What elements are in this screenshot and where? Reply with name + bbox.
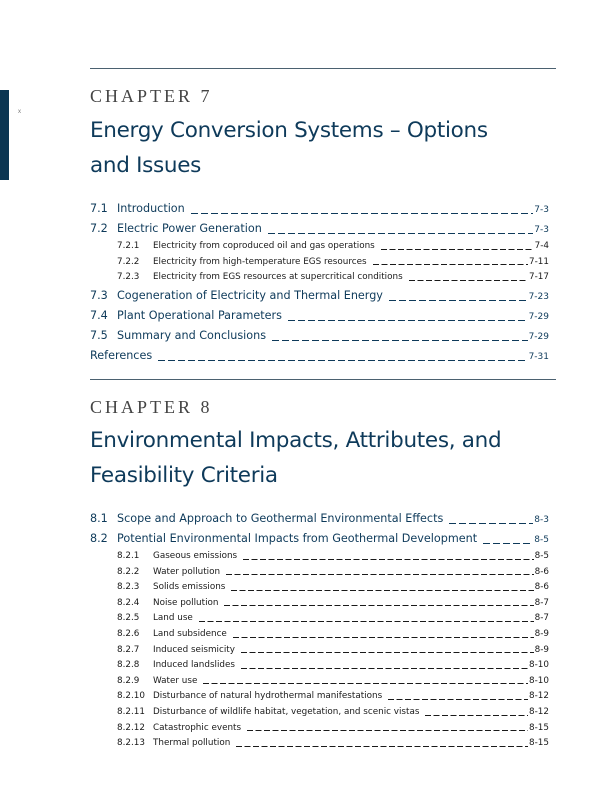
page-number: 7-3 — [534, 205, 549, 215]
toc-entry[interactable] — [90, 529, 549, 549]
section-title: Electricity from high-temperature EGS resources — [153, 256, 367, 267]
divider-rule — [90, 379, 556, 380]
dot-leader — [199, 621, 534, 622]
page-number: 8-5 — [534, 551, 549, 561]
page-number: 8-5 — [534, 535, 549, 545]
section-title: Electric Power Generation — [117, 222, 262, 235]
toc-entry[interactable] — [90, 658, 549, 674]
toc-entry[interactable] — [90, 611, 549, 627]
chapter-7-toc — [90, 199, 549, 366]
section-title: Water use — [153, 675, 198, 686]
page-number: 8-9 — [534, 628, 549, 639]
chapter-8-title — [90, 423, 550, 493]
section-number: 7.4 — [90, 308, 108, 322]
section-title: Plant Operational Parameters — [117, 308, 282, 322]
section-number: 7.5 — [90, 328, 108, 342]
section-number: 7.1 — [90, 202, 108, 215]
toc-entry[interactable] — [90, 627, 549, 643]
section-number: 8.2.9 — [117, 675, 140, 686]
section-title: Summary and Conclusions — [117, 328, 267, 342]
page-number: 8-6 — [534, 582, 549, 593]
section-title: Electricity from EGS resources at supercritical conditions — [153, 272, 403, 283]
page-number: 8-12 — [529, 691, 549, 702]
page-number: 7-4 — [534, 241, 549, 251]
section-title: Solids emissions — [153, 582, 226, 593]
section-number: 8.2.7 — [117, 644, 140, 655]
page-number: 8-7 — [534, 597, 549, 608]
dot-leader — [268, 233, 533, 234]
dot-leader — [425, 715, 528, 716]
toc-entry[interactable] — [90, 306, 549, 326]
dot-leader — [483, 543, 533, 544]
chapter-7-title-line2: and Issues — [90, 153, 202, 178]
section-title: Electricity from coproduced oil and gas operations — [153, 241, 375, 251]
dot-leader — [241, 668, 528, 669]
dot-leader — [409, 280, 528, 281]
page-number: 8-15 — [529, 722, 549, 733]
dot-leader — [243, 559, 534, 560]
section-title: Potential Environmental Impacts from Geothermal Development — [117, 532, 478, 545]
dot-leader — [241, 652, 534, 653]
section-title: Catastrophic events — [153, 722, 242, 733]
section-number: 8.2.12 — [117, 722, 145, 733]
dot-leader — [373, 264, 528, 265]
page-number: 7-3 — [534, 225, 549, 235]
section-number: 8.2.6 — [117, 628, 140, 639]
toc-entry[interactable] — [90, 721, 549, 737]
chapter-7-label: CHAPTER 7 — [90, 86, 213, 106]
section-number: 8.1 — [90, 512, 108, 525]
page-number: 8-9 — [534, 644, 549, 655]
page-number: 8-10 — [529, 660, 549, 671]
section-number: 8.2.1 — [117, 551, 140, 561]
section-number: 8.2.2 — [117, 566, 140, 577]
toc-entry[interactable] — [90, 219, 549, 239]
chapter-8-label: CHAPTER 8 — [90, 397, 213, 417]
chapter-tab-marker — [0, 90, 9, 180]
page-number: 7-29 — [528, 331, 549, 342]
section-number: 8.2.5 — [117, 613, 140, 624]
dot-leader — [288, 320, 528, 321]
section-number: 8.2.8 — [117, 660, 140, 671]
section-title: Induced seismicity — [153, 644, 235, 655]
section-number: 8.2.3 — [117, 582, 140, 593]
page-number: 7-29 — [528, 311, 549, 322]
section-number: 8.2.13 — [117, 738, 145, 749]
section-title: References — [90, 348, 153, 362]
toc-entry[interactable] — [90, 565, 549, 581]
section-title: Water pollution — [153, 566, 221, 577]
toc-entry[interactable] — [90, 736, 549, 752]
page-number: 8-12 — [529, 706, 549, 717]
section-number: 8.2 — [90, 532, 108, 545]
section-number: 8.2.4 — [117, 597, 140, 608]
section-number: 7.2.2 — [117, 256, 140, 267]
dot-leader — [203, 683, 528, 684]
chapter-8-title-line1: Environmental Impacts, Attributes, and — [90, 428, 502, 453]
page-number: 7-11 — [529, 256, 549, 267]
dot-leader — [389, 300, 528, 301]
toc-entry[interactable] — [90, 509, 549, 529]
toc-entry[interactable] — [90, 286, 549, 306]
page-number: 7-31 — [528, 351, 549, 362]
section-title: Land use — [153, 613, 193, 624]
section-title: Land subsidence — [153, 628, 227, 639]
toc-entry[interactable] — [90, 596, 549, 612]
page-number: 7-17 — [529, 272, 549, 283]
dot-leader — [388, 699, 528, 700]
toc-entry[interactable] — [90, 705, 549, 721]
toc-entry[interactable] — [90, 580, 549, 596]
toc-entry[interactable] — [90, 255, 549, 271]
side-mark: x — [18, 109, 21, 115]
dot-leader — [158, 360, 527, 361]
toc-entry[interactable] — [90, 326, 549, 346]
section-title: Induced landslides — [153, 660, 236, 671]
toc-entry[interactable] — [90, 270, 549, 286]
page-number: 8-7 — [534, 613, 549, 624]
section-title: Disturbance of wildlife habitat, vegetation, and scenic vistas — [153, 706, 420, 717]
page-number: 7-23 — [528, 291, 549, 302]
section-title: Thermal pollution — [153, 738, 231, 749]
dot-leader — [236, 746, 528, 747]
page-number: 8-10 — [529, 675, 549, 686]
section-number: 7.2.3 — [117, 272, 140, 283]
dot-leader — [224, 605, 533, 606]
section-title: Scope and Approach to Geothermal Environmental Effects — [117, 512, 444, 525]
page-number: 8-3 — [534, 515, 549, 525]
section-number: 8.2.10 — [117, 691, 145, 702]
page-number: 8-15 — [529, 738, 549, 749]
toc-entry[interactable] — [90, 549, 549, 565]
section-number: 8.2.11 — [117, 706, 145, 717]
section-title: Noise pollution — [153, 597, 219, 608]
chapter-8-toc — [90, 509, 549, 752]
section-title: Gaseous emissions — [153, 551, 238, 561]
toc-entry[interactable] — [90, 239, 549, 255]
dot-leader — [272, 340, 528, 341]
toc-entry[interactable] — [90, 674, 549, 690]
dot-leader — [381, 249, 534, 250]
dot-leader — [233, 637, 534, 638]
section-title: Disturbance of natural hydrothermal manifestations — [153, 691, 383, 702]
page-number: 8-6 — [534, 566, 549, 577]
chapter-7-title — [90, 113, 550, 183]
dot-leader — [191, 213, 534, 214]
dot-leader — [247, 730, 528, 731]
section-number: 7.2 — [90, 222, 108, 235]
section-number: 7.3 — [90, 288, 108, 302]
divider-rule — [90, 68, 556, 69]
chapter-8-title-line2: Feasibility Criteria — [90, 463, 278, 488]
section-title: Cogeneration of Electricity and Thermal Energy — [117, 288, 383, 302]
chapter-7-title-line1: Energy Conversion Systems – Options — [90, 118, 488, 143]
dot-leader — [226, 574, 534, 575]
dot-leader — [231, 590, 533, 591]
toc-entry-references[interactable] — [90, 346, 549, 366]
toc-entry[interactable] — [90, 643, 549, 659]
toc-entry[interactable] — [90, 689, 549, 705]
section-number: 7.2.1 — [117, 241, 140, 251]
toc-entry[interactable] — [90, 199, 549, 219]
section-title: Introduction — [117, 202, 185, 215]
dot-leader — [449, 523, 533, 524]
